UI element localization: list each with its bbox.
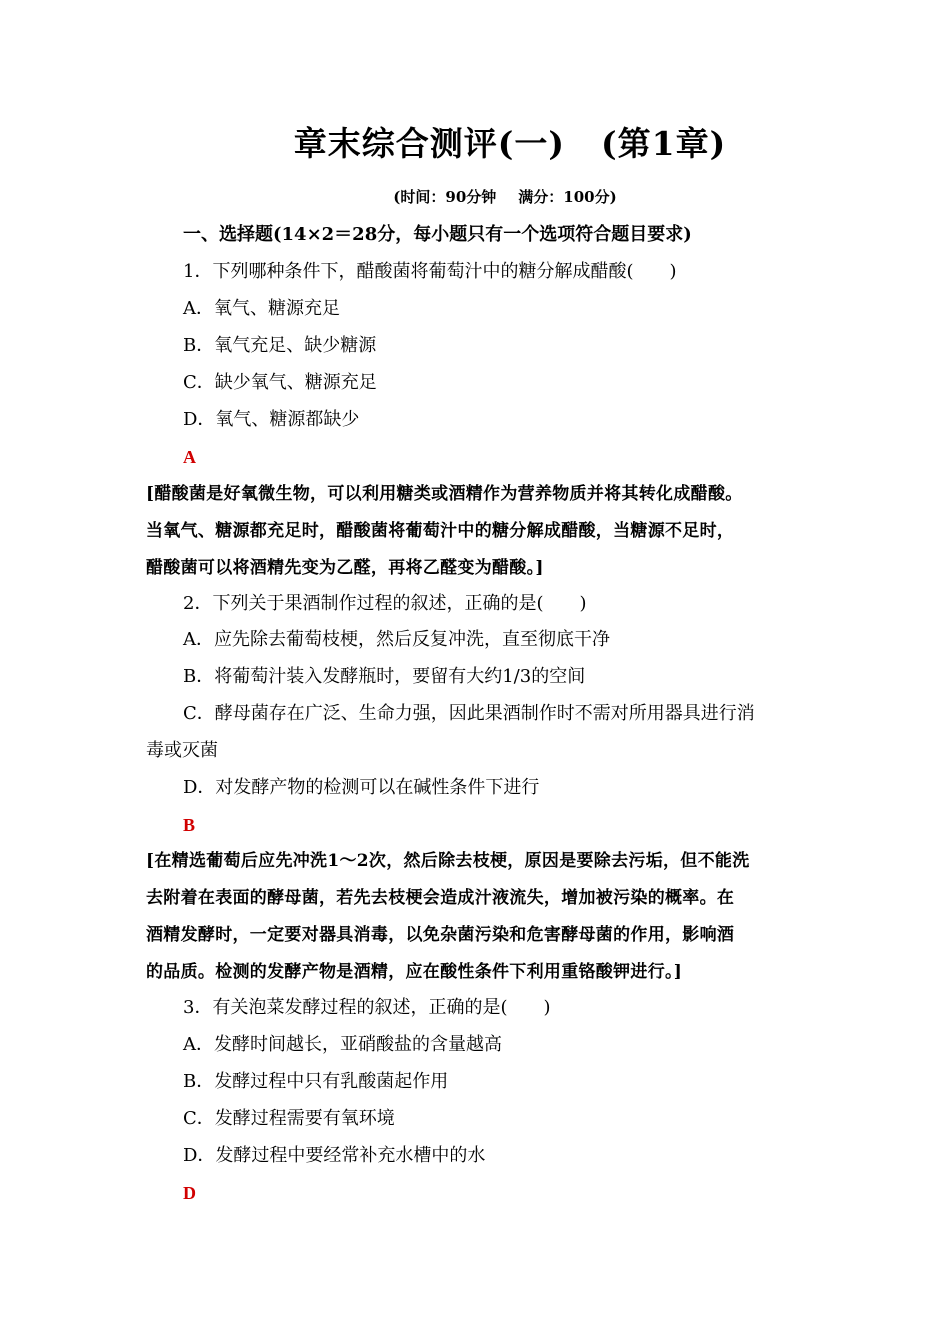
section-heading: 一、选择题(14×2＝28分，每小题只有一个选项符合题目要求) [183, 224, 692, 245]
question-stem: 2．下列关于果酒制作过程的叙述，正确的是( ) [183, 593, 587, 614]
option-b: B．发酵过程中只有乳酸菌起作用 [183, 1071, 449, 1092]
option-d: D．对发酵产物的检测可以在碱性条件下进行 [183, 777, 540, 798]
option-a: A．应先除去葡萄枝梗，然后反复冲洗，直至彻底干净 [183, 629, 610, 650]
full-score: 满分：100分) [518, 188, 617, 206]
title-chapter: (第1章) [601, 124, 727, 163]
explanation-line: 酒精发酵时，一定要对器具消毒，以免杂菌污染和危害酵母菌的作用，影响酒 [146, 925, 735, 945]
answer: A [183, 447, 196, 467]
explanation-line: [醋酸菌是好氧微生物，可以利用糖类或酒精作为营养物质并将其转化成醋酸。 [146, 484, 743, 504]
option-d: D．氧气、糖源都缺少 [183, 409, 360, 430]
option-c: C．发酵过程需要有氧环境 [183, 1108, 395, 1129]
explanation-line: 醋酸菌可以将酒精先变为乙醛，再将乙醛变为醋酸。] [146, 558, 544, 578]
question-stem: 3．有关泡菜发酵过程的叙述，正确的是( ) [183, 997, 551, 1018]
page-title [0, 118, 950, 165]
explanation-line: 当氧气、糖源都充足时，醋酸菌将葡萄汁中的糖分解成醋酸，当糖源不足时， [146, 521, 735, 541]
title-main: 章末综合测评(一) [293, 124, 566, 163]
option-a: A．发酵时间越长，亚硝酸盐的含量越高 [183, 1034, 502, 1055]
option-c-continued: 毒或灭菌 [146, 740, 218, 761]
explanation-line: 去附着在表面的酵母菌，若先去枝梗会造成汁液流失，增加被污染的概率。在 [146, 888, 735, 908]
answer: D [183, 1183, 196, 1203]
option-b: B．氧气充足、缺少糖源 [183, 335, 377, 356]
explanation-line: [在精选葡萄后应先冲洗1～2次，然后除去枝梗，原因是要除去污垢，但不能洗 [146, 851, 750, 871]
question-stem: 1．下列哪种条件下，醋酸菌将葡萄汁中的糖分解成醋酸( ) [183, 261, 677, 282]
option-a: A．氧气、糖源充足 [183, 298, 340, 319]
answer: B [183, 815, 196, 835]
option-c: C．酵母菌存在广泛、生命力强，因此果酒制作时不需对所用器具进行消 [183, 703, 755, 724]
option-d: D．发酵过程中要经常补充水槽中的水 [183, 1145, 486, 1166]
exam-info [0, 186, 950, 207]
option-c: C．缺少氧气、糖源充足 [183, 372, 377, 393]
explanation-line: 的品质。检测的发酵产物是酒精，应在酸性条件下利用重铬酸钾进行。] [146, 962, 683, 982]
option-b: B．将葡萄汁装入发酵瓶时，要留有大约1/3的空间 [183, 666, 586, 687]
time-limit: (时间：90分钟 [393, 188, 497, 206]
